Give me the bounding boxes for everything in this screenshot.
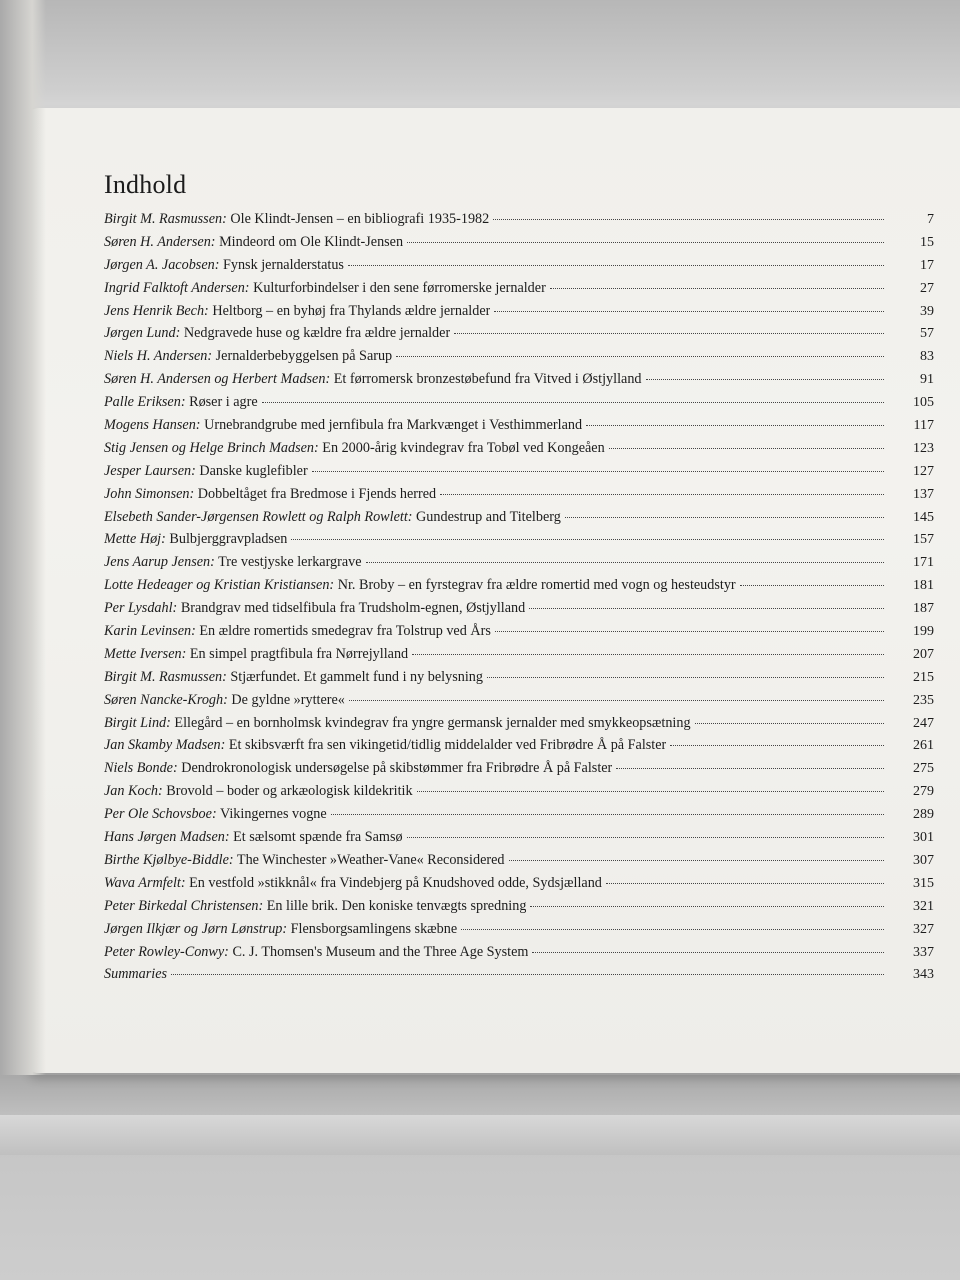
toc-entry-author: Hans Jørgen Madsen: xyxy=(104,829,230,846)
toc-entry-author: Niels H. Andersen: xyxy=(104,348,213,365)
dot-leader xyxy=(487,677,884,678)
toc-entry-page-number: 343 xyxy=(913,967,934,983)
toc-entry xyxy=(104,666,934,689)
table-of-contents xyxy=(104,170,934,986)
toc-entry-author: Palle Eriksen: xyxy=(104,394,186,411)
toc-entry-author: Niels Bonde: xyxy=(104,760,178,777)
toc-entry xyxy=(104,849,934,872)
toc-entry-page-number: 215 xyxy=(913,669,934,685)
toc-entry-page-number: 15 xyxy=(920,234,934,250)
toc-entry xyxy=(104,208,934,231)
toc-entry-page-number: 137 xyxy=(913,486,934,502)
toc-entry-page-number: 171 xyxy=(913,555,934,571)
toc-entry-title: Nedgravede huse og kældre fra ældre jernalder xyxy=(183,325,451,342)
dot-leader xyxy=(550,288,884,289)
toc-entry-text xyxy=(104,460,308,483)
toc-entry-author: John Simonsen: xyxy=(104,485,195,502)
dot-leader xyxy=(495,631,884,632)
toc-entry xyxy=(104,780,934,803)
toc-entry-page-number: 207 xyxy=(913,646,934,662)
dot-leader xyxy=(493,219,884,220)
toc-entry-author: Søren H. Andersen: xyxy=(104,233,216,250)
toc-entry-author: Lotte Hedeager og Kristian Kristiansen: xyxy=(104,577,335,594)
toc-entry-title: Vikingernes vogne xyxy=(219,806,327,823)
toc-entry-page-number: 327 xyxy=(913,921,934,937)
toc-entry xyxy=(104,712,934,735)
toc-entry-title: Et førromersk bronzestøbefund fra Vitved i Østjylland xyxy=(333,371,642,388)
toc-entry-title: Dendrokronologisk undersøgelse på skibstømmer fra Fribrødre Å på Falster xyxy=(181,760,613,777)
toc-entry-title: Flensborgsamlingens skæbne xyxy=(290,920,458,937)
toc-entry xyxy=(104,941,934,964)
toc-entry-title: Ellegård – en bornholmsk kvindegrav fra yngre germansk jernalder med smykkeopsætning xyxy=(174,714,691,731)
toc-entry-page-number: 187 xyxy=(913,601,934,617)
toc-entry-title: Røser i agre xyxy=(189,394,258,411)
toc-entry-text xyxy=(104,506,561,529)
background-top xyxy=(0,0,960,108)
toc-entry-title: Ole Klindt-Jensen – en bibliografi 1935-1982 xyxy=(230,211,490,227)
toc-entry-text xyxy=(104,437,605,460)
toc-entry-author: Birthe Kjølbye-Biddle: xyxy=(104,851,234,868)
toc-entry-title: En simpel pragtfibula fra Nørrejylland xyxy=(189,645,409,662)
toc-entry-title: Kulturforbindelser i den sene førromerske jernalder xyxy=(253,279,546,296)
toc-entry-text xyxy=(104,941,528,964)
toc-entry-author: Mette Høj: xyxy=(104,531,166,548)
dot-leader xyxy=(407,837,884,838)
toc-entry-title: Fynsk jernalderstatus xyxy=(222,256,344,273)
toc-entry-text xyxy=(104,597,525,620)
toc-entry-text xyxy=(104,849,505,872)
toc-entry-text xyxy=(104,689,345,712)
toc-entry-text xyxy=(104,254,344,277)
toc-entry xyxy=(104,597,934,620)
toc-entry-title: Danske kuglefibler xyxy=(199,462,308,479)
page-title: Indhold xyxy=(104,170,187,199)
toc-entry-text xyxy=(104,414,582,437)
dot-leader xyxy=(454,333,884,334)
toc-entry-author: Summaries xyxy=(104,966,168,983)
toc-entry xyxy=(104,300,934,323)
dot-leader xyxy=(349,700,884,701)
dot-leader xyxy=(262,402,884,403)
toc-entry xyxy=(104,437,934,460)
toc-entry xyxy=(104,460,934,483)
toc-entry-text xyxy=(104,712,691,735)
toc-entry xyxy=(104,368,934,391)
toc-entry xyxy=(104,551,934,574)
dot-leader xyxy=(412,654,884,655)
toc-entry-author: Birgit M. Rasmussen: xyxy=(104,668,227,685)
toc-entry-text xyxy=(104,345,392,368)
toc-entry-text xyxy=(104,277,546,300)
toc-entry-page-number: 39 xyxy=(920,303,934,319)
toc-entry-title: Et skibsværft fra sen vikingetid/tidlig middelalder ved Fribrødre Å på Falster xyxy=(228,737,667,754)
dot-leader xyxy=(509,860,885,861)
toc-entry-title: The Winchester »Weather-Vane« Reconsidered xyxy=(236,851,505,868)
toc-entry-author: Mogens Hansen: xyxy=(104,417,201,434)
toc-entry-page-number: 105 xyxy=(913,395,934,411)
toc-entry-author: Jens Henrik Bech: xyxy=(104,302,209,319)
dot-leader xyxy=(530,906,884,907)
toc-entry-title: Tre vestjyske lerkargrave xyxy=(218,554,362,571)
toc-entry-author: Jørgen Lund: xyxy=(104,325,181,342)
toc-entry xyxy=(104,895,934,918)
toc-entry xyxy=(104,918,934,941)
toc-entry-page-number: 117 xyxy=(913,418,934,434)
dot-leader xyxy=(606,883,884,884)
toc-entry-text xyxy=(104,895,526,918)
toc-entry-title: Gundestrup and Titelberg xyxy=(416,508,561,525)
toc-entry-text xyxy=(104,551,362,574)
dot-leader xyxy=(407,242,884,243)
toc-entry-author: Birgit Lind: xyxy=(104,714,171,731)
toc-list xyxy=(104,208,934,986)
toc-entry-page-number: 261 xyxy=(913,738,934,754)
toc-entry-author: Jan Skamby Madsen: xyxy=(104,737,226,754)
toc-entry-page-number: 307 xyxy=(913,852,934,868)
toc-entry-author: Per Lysdahl: xyxy=(104,600,178,617)
toc-entry-page-number: 181 xyxy=(913,578,934,594)
toc-entry-text xyxy=(104,231,403,254)
dot-leader xyxy=(646,379,884,380)
toc-entry-page-number: 279 xyxy=(913,784,934,800)
toc-entry xyxy=(104,391,934,414)
toc-entry-author: Peter Rowley-Conwy: xyxy=(104,943,229,960)
toc-entry-title: Urnebrandgrube med jernfibula fra Markvænget i Vesthimmerland xyxy=(204,417,583,434)
toc-entry xyxy=(104,574,934,597)
toc-entry-title: Stjærfundet. Et gammelt fund i ny belysning xyxy=(230,668,483,685)
toc-entry-title: En lille brik. Den koniske tenvægts spredning xyxy=(266,897,527,914)
toc-entry-title: Brovold – boder og arkæologisk kildekritik xyxy=(166,783,413,800)
toc-entry-title: De gyldne »ryttere« xyxy=(231,691,345,708)
dot-leader xyxy=(494,311,884,312)
toc-entry-text xyxy=(104,620,491,643)
toc-entry-page-number: 7 xyxy=(927,212,934,227)
toc-entry-author: Birgit M. Rasmussen: xyxy=(104,211,227,227)
toc-entry-text xyxy=(104,368,642,391)
toc-entry-text xyxy=(104,757,612,780)
toc-entry-page-number: 57 xyxy=(920,326,934,342)
toc-entry-page-number: 127 xyxy=(913,463,934,479)
toc-entry-text xyxy=(104,322,450,345)
toc-entry-author: Søren Nancke-Krogh: xyxy=(104,691,228,708)
dot-leader xyxy=(532,952,884,953)
toc-entry-title: Nr. Broby – en fyrstegrav fra ældre romertid med vogn og hesteudstyr xyxy=(337,577,736,594)
dot-leader xyxy=(171,974,884,975)
toc-entry-text xyxy=(104,963,167,986)
toc-entry-page-number: 321 xyxy=(913,898,934,914)
toc-entry-page-number: 289 xyxy=(913,807,934,823)
toc-entry-page-number: 315 xyxy=(913,875,934,891)
toc-entry-title: En ældre romertids smedegrav fra Tolstrup ved Års xyxy=(199,623,491,640)
toc-entry-title: Brandgrav med tidselfibula fra Trudsholm-egnen, Østjylland xyxy=(180,600,526,617)
toc-entry-author: Jan Koch: xyxy=(104,783,163,800)
toc-entry-title: Heltborg – en byhøj fra Thylands ældre jernalder xyxy=(212,302,491,319)
toc-entry-page-number: 83 xyxy=(920,349,934,365)
toc-entry-text xyxy=(104,528,287,551)
toc-entry-page-number: 301 xyxy=(913,830,934,846)
background-bottom xyxy=(0,1075,960,1280)
toc-entry-text xyxy=(104,872,602,895)
dot-leader xyxy=(565,517,884,518)
book-spine xyxy=(0,0,46,1075)
toc-entry xyxy=(104,277,934,300)
dot-leader xyxy=(461,929,884,930)
toc-entry xyxy=(104,734,934,757)
dot-leader xyxy=(417,791,884,792)
toc-entry-author: Jens Aarup Jensen: xyxy=(104,554,215,571)
dot-leader xyxy=(609,448,884,449)
toc-entry xyxy=(104,872,934,895)
dot-leader xyxy=(529,608,884,609)
toc-entry xyxy=(104,826,934,849)
dot-leader xyxy=(586,425,884,426)
toc-entry xyxy=(104,506,934,529)
toc-entry xyxy=(104,689,934,712)
toc-entry xyxy=(104,757,934,780)
dot-leader xyxy=(616,768,884,769)
dot-leader xyxy=(396,356,884,357)
toc-entry-page-number: 27 xyxy=(920,280,934,296)
toc-entry-title: En 2000-årig kvindegrav fra Tobøl ved Kongeåen xyxy=(322,439,605,456)
dot-leader xyxy=(291,539,884,540)
toc-entry-title: En vestfold »stikknål« fra Vindebjerg på Knudshoved odde, Sydsjælland xyxy=(189,874,602,891)
toc-entry xyxy=(104,963,934,986)
dot-leader xyxy=(312,471,884,472)
dot-leader xyxy=(366,562,884,563)
toc-entry-page-number: 145 xyxy=(913,509,934,525)
dot-leader xyxy=(348,265,884,266)
toc-entry-page-number: 17 xyxy=(920,257,934,273)
toc-entry xyxy=(104,345,934,368)
toc-entry-author: Karin Levinsen: xyxy=(104,623,196,640)
toc-entry-title: C. J. Thomsen's Museum and the Three Age System xyxy=(232,943,529,960)
toc-entry-author: Jesper Laursen: xyxy=(104,462,196,479)
toc-entry-title: Mindeord om Ole Klindt-Jensen xyxy=(219,233,404,250)
toc-entry xyxy=(104,643,934,666)
toc-entry-title: Jernalderbebyggelsen på Sarup xyxy=(215,348,393,365)
toc-entry-page-number: 337 xyxy=(913,944,934,960)
toc-entry-author: Wava Armfelt: xyxy=(104,874,186,891)
toc-entry-author: Peter Birkedal Christensen: xyxy=(104,897,264,914)
toc-entry-author: Ingrid Falktoft Andersen: xyxy=(104,279,250,296)
toc-entry-author: Stig Jensen og Helge Brinch Madsen: xyxy=(104,439,319,456)
dot-leader xyxy=(740,585,884,586)
dot-leader xyxy=(695,723,884,724)
dot-leader xyxy=(440,494,884,495)
toc-entry-page-number: 199 xyxy=(913,624,934,640)
toc-entry-page-number: 123 xyxy=(913,440,934,456)
toc-entry-title: Et sælsomt spænde fra Samsø xyxy=(233,829,403,846)
toc-entry xyxy=(104,483,934,506)
dot-leader xyxy=(670,745,884,746)
toc-entry-text xyxy=(104,483,436,506)
toc-entry-text xyxy=(104,643,408,666)
toc-entry-title: Dobbeltåget fra Bredmose i Fjends herred xyxy=(197,485,437,502)
toc-entry-author: Jørgen Ilkjær og Jørn Lønstrup: xyxy=(104,920,288,937)
toc-entry-text xyxy=(104,734,666,757)
toc-entry-text xyxy=(104,391,258,414)
toc-entry-page-number: 247 xyxy=(913,715,934,731)
toc-entry xyxy=(104,254,934,277)
toc-entry-text xyxy=(104,918,457,941)
toc-entry xyxy=(104,620,934,643)
toc-entry xyxy=(104,414,934,437)
toc-entry-text xyxy=(104,780,413,803)
toc-entry-page-number: 235 xyxy=(913,692,934,708)
toc-entry-text xyxy=(104,803,327,826)
toc-entry-text xyxy=(104,666,483,689)
toc-entry xyxy=(104,803,934,826)
toc-entry-text xyxy=(104,300,490,323)
toc-entry xyxy=(104,231,934,254)
toc-entry-author: Elsebeth Sander-Jørgensen Rowlett og Ralph Rowlett: xyxy=(104,508,413,525)
toc-entry-page-number: 275 xyxy=(913,761,934,777)
toc-entry-page-number: 157 xyxy=(913,532,934,548)
toc-entry-author: Søren H. Andersen og Herbert Madsen: xyxy=(104,371,331,388)
toc-entry-author: Jørgen A. Jacobsen: xyxy=(104,256,220,273)
dot-leader xyxy=(331,814,884,815)
toc-entry-title: Bulbjerggravpladsen xyxy=(169,531,288,548)
background-ridge xyxy=(0,1115,960,1155)
toc-entry-author: Mette Iversen: xyxy=(104,645,187,662)
toc-entry-text xyxy=(104,574,736,597)
toc-entry xyxy=(104,322,934,345)
toc-entry-text xyxy=(104,208,489,231)
toc-entry-author: Per Ole Schovsboe: xyxy=(104,806,217,823)
toc-entry-page-number: 91 xyxy=(920,372,934,388)
toc-entry xyxy=(104,528,934,551)
toc-entry-text xyxy=(104,826,403,849)
